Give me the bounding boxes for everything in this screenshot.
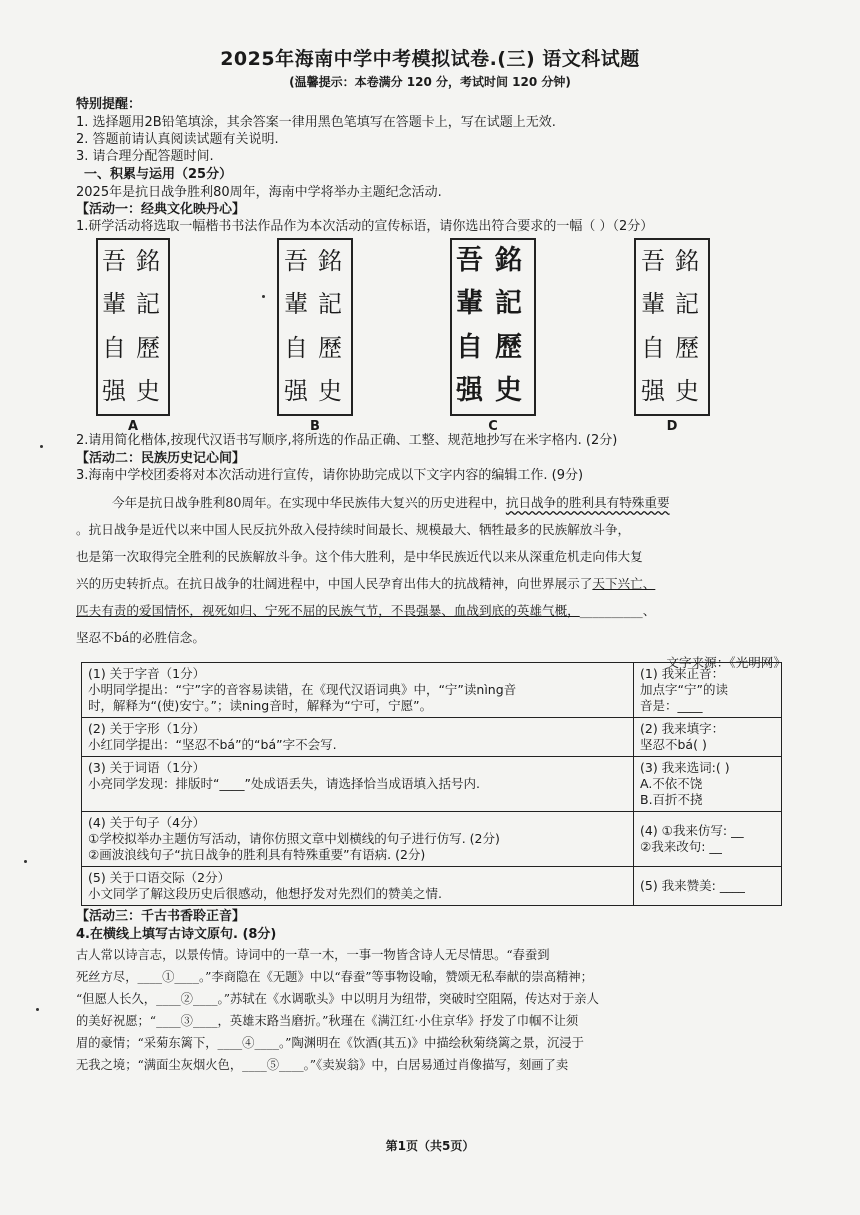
idiom-blank[interactable]: __________、	[579, 603, 656, 618]
question-2: 2.请用简化楷体,按现代汉语书写顺序,将所选的作品正确、工整、规范地抄写在米字格内. (2分)	[76, 433, 618, 448]
poetry-line: 古人常以诗言志，以景传情。诗词中的一草一木，一事一物皆含诗人无尽情思。“春蚕到	[76, 948, 550, 962]
scan-speck	[24, 860, 27, 863]
wavy-sentence: 抗日战争的胜利具有特殊重要	[505, 495, 670, 510]
exam-subtitle: (温馨提示：本卷满分 120 分，考试时间 120 分钟)	[289, 75, 571, 89]
notice-item-3: 3. 请合理分配答题时间.	[76, 149, 214, 164]
exam-title: 2025年海南中学中考模拟试卷.(三) 语文科试题	[220, 48, 640, 70]
scan-speck	[36, 1008, 39, 1011]
essay-line-2: 。抗日战争是近代以来中国人民反抗外敌入侵持续时间最长、规模最大、牺牲最多的民族解放斗争，	[76, 522, 631, 537]
essay-line-5	[76, 597, 786, 624]
poetry-line: 的美好祝愿；“____③____，英雄末路当磨折。”秋瑾在《满江红·小住京华》抒发了巾帼不让须	[76, 1014, 579, 1028]
answer-4-cell[interactable]: (4) ①我来仿写: __ ②我来改句: __	[634, 812, 782, 867]
calligraphy-card-c	[450, 238, 536, 434]
card-c-label: C	[488, 419, 498, 434]
question-4: 4.在横线上填写古诗文原句. (8分)	[76, 927, 277, 942]
underlined-phrase-1: 天下兴亡、	[592, 576, 656, 591]
calligraphy-card-d	[634, 238, 710, 434]
answer-5-cell[interactable]: (5) 我来赞美: ____	[634, 867, 782, 906]
card-a-left-column: 吾 輩 自 强	[102, 247, 126, 405]
calligraphy-card-b	[277, 238, 353, 434]
card-b-label: B	[310, 419, 320, 434]
task-2-cell: (2) 关于字形（1分） 小红同学提出：“坚忍不bá”的“bá”字不会写.	[82, 718, 634, 757]
task-4-cell: (4) 关于句子（4分） ①学校拟举办主题仿写活动，请你仿照文章中划横线的句子进行仿写. (2分) ②画波浪线句子“抗日战争的胜利具有特殊重要”有语病. (2分)	[82, 812, 634, 867]
essay-source: 文字来源：《光明网》	[666, 655, 786, 670]
answer-3-cell[interactable]: (3) 我来选词:( ) A.不依不饶 B.百折不挠	[634, 757, 782, 812]
essay-line-1: 今年是抗日战争胜利80周年。在实现中华民族伟大复兴的历史进程中，抗日战争的胜利具有特殊重要	[112, 495, 670, 510]
calligraphy-options	[0, 238, 860, 434]
table-row	[82, 663, 782, 718]
scan-speck	[262, 295, 265, 298]
card-a-right-column: 銘 記 歷 史	[136, 247, 160, 405]
poetry-passage	[76, 944, 788, 1076]
essay-line-3: 也是第一次取得完全胜利的民族解放斗争。这个伟大胜利，是中华民族近代以来从深重危机走向伟大复	[76, 549, 643, 564]
poetry-line: 死丝方尽，____①____。”李商隐在《无题》中以“春蚕”等事物设喻，赞颂无私奉献的崇高精神；	[76, 970, 593, 984]
page-number: 第1页（共5页）	[385, 1139, 475, 1153]
poetry-line: “但愿人长久，____②____。”苏轼在《水调歌头》中以明月为纽带，突破时空阻隔，传达对于亲人	[76, 992, 599, 1006]
question-3: 3.海南中学校团委将对本次活动进行宣传，请你协助完成以下文字内容的编辑工作. (9分)	[76, 468, 584, 483]
question-1: 1.研学活动将选取一幅楷书书法作品作为本次活动的宣传标语，请你选出符合要求的一幅（ ）（2分）	[76, 219, 654, 234]
poetry-line: 眉的豪情；“采菊东篱下，____④____。”陶渊明在《饮酒(其五)》中描绘秋菊绕篱之景，沉浸于	[76, 1036, 584, 1050]
table-row	[82, 812, 782, 867]
table-row	[82, 718, 782, 757]
underlined-phrase-2: 匹夫有责的爱国情怀，视死如归、宁死不屈的民族气节，不畏强暴、血战到底的英雄气概，	[76, 603, 580, 618]
card-b-left-column: 吾 輩 自 强	[284, 247, 308, 405]
essay-line-6: 坚忍不bá的必胜信念。	[76, 630, 205, 645]
table-row	[82, 867, 782, 906]
task-5-cell: (5) 关于口语交际（2分） 小文同学了解这段历史后很感动，他想抒发对先烈们的赞美之情.	[82, 867, 634, 906]
section1-intro: 2025年是抗日战争胜利80周年，海南中学将举办主题纪念活动.	[76, 185, 442, 200]
answer-2-cell[interactable]: (2) 我来填字： 坚忍不bá( )	[634, 718, 782, 757]
poetry-line: 无我之境；“满面尘灰烟火色，____⑤____。”《卖炭翁》中，白居易通过肖像描写，刻画了卖	[76, 1058, 569, 1072]
card-b-right-column: 銘 記 歷 史	[318, 247, 342, 405]
task-1-cell: (1) 关于字音（1分） 小明同学提出：“宁”字的音容易读错，在《现代汉语词典》中，“宁”读nìng音 时，解释为“(使)安宁。”；读ning音时，解释为“宁可，宁愿”。	[82, 663, 634, 718]
notice-heading: 特别提醒：	[76, 97, 142, 112]
activity2-heading: 【活动二：民族历史记心间】	[76, 451, 246, 466]
table-row	[82, 757, 782, 812]
answer-1-cell[interactable]: (1) 我来正音： 加点字“宁”的读 音是：____	[634, 663, 782, 718]
editing-task-table	[81, 662, 782, 906]
notice-item-1: 1. 选择题用2B铅笔填涂，其余答案一律用黑色笔填写在答题卡上，写在试题上无效.	[76, 115, 556, 130]
essay-passage	[76, 489, 786, 673]
card-a-label: A	[127, 419, 139, 434]
task-3-cell: (3) 关于词语（1分） 小亮同学发现：排版时“____”处成语丢失，请选择恰当成语填入括号内.	[82, 757, 634, 812]
calligraphy-card-a	[96, 238, 170, 434]
card-d-right-column: 銘 記 歷 史	[675, 247, 699, 405]
notice-item-2: 2. 答题前请认真阅读试题有关说明.	[76, 132, 279, 147]
activity3-heading: 【活动三：千古书香聆正音】	[76, 909, 246, 924]
section1-heading: 一、积累与运用（25分）	[84, 167, 233, 182]
card-c-left-column: 吾 輩 自 强	[456, 245, 483, 406]
essay-line-4: 兴的历史转折点。在抗日战争的壮阔进程中，中国人民孕育出伟大的抗战精神，向世界展示了天下兴亡、	[76, 576, 656, 591]
card-c-right-column: 銘 記 歷 史	[495, 245, 522, 406]
card-d-label: D	[666, 419, 678, 434]
scan-speck	[40, 445, 43, 448]
card-d-left-column: 吾 輩 自 强	[641, 247, 665, 405]
activity1-heading: 【活动一：经典文化映丹心】	[76, 202, 246, 217]
